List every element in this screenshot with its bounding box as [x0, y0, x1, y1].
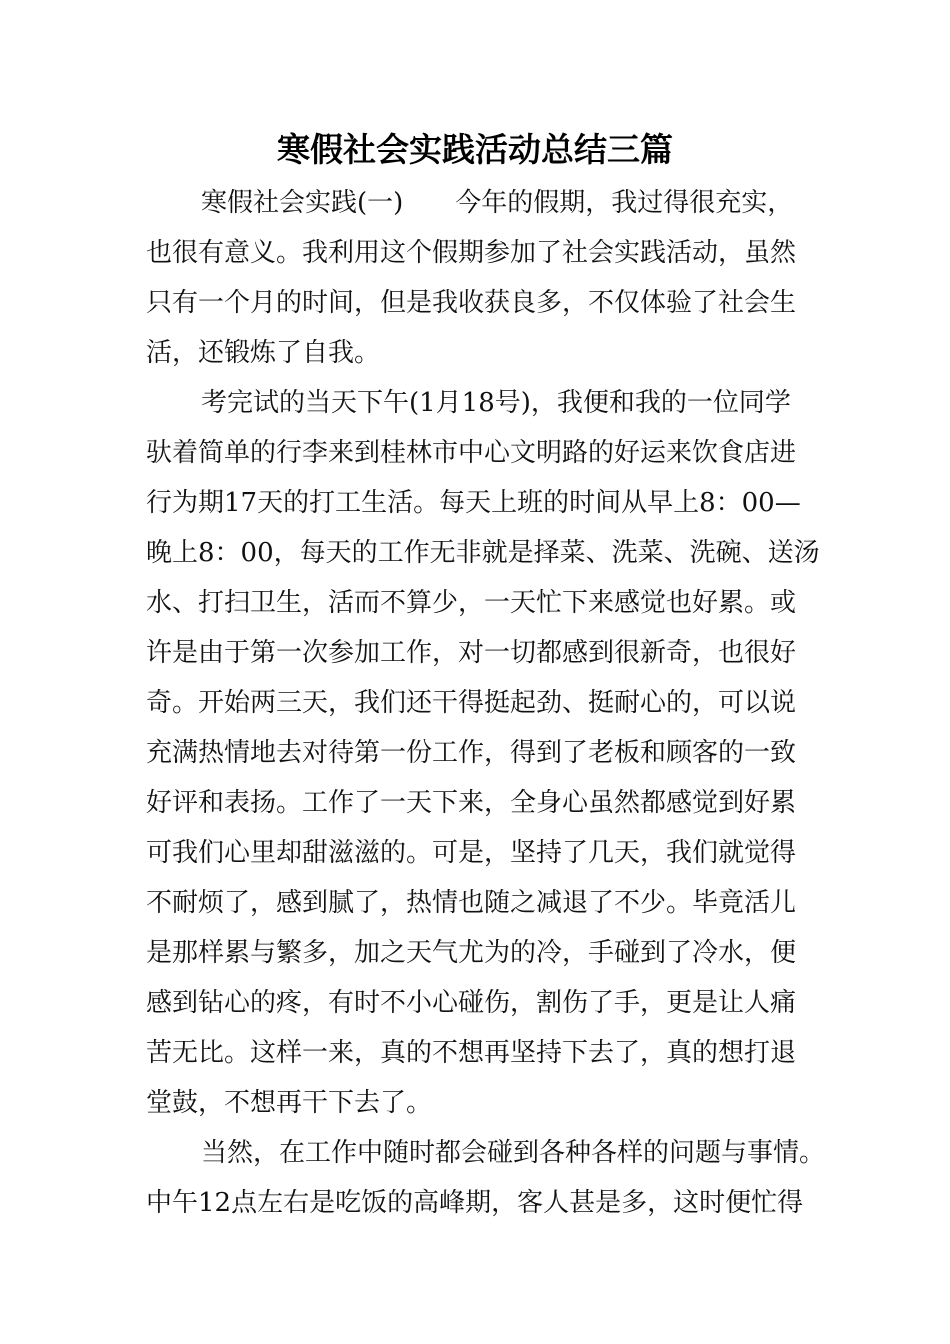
paragraph-line: 好评和表扬。工作了一天下来，全身心虽然都感觉到好累 [146, 788, 797, 818]
paragraph-line: 中午12点左右是吃饭的高峰期，客人甚是多，这时便忙得 [146, 1188, 804, 1218]
paragraph-line: 可我们心里却甜滋滋的。可是，坚持了几天，我们就觉得 [146, 838, 797, 868]
document-body [146, 178, 826, 1228]
paragraph-line: 当然，在工作中随时都会碰到各种各样的问题与事情。 [201, 1138, 826, 1168]
paragraph-line: 只有一个月的时间，但是我收获良多，不仅体验了社会生 [146, 288, 797, 318]
paragraph-line: 晚上8：00，每天的工作无非就是择菜、洗菜、洗碗、送汤 [146, 538, 820, 568]
paragraph-line: 驮着简单的行李来到桂林市中心文明路的好运来饮食店进 [146, 438, 797, 468]
paragraph-line: 苦无比。这样一来，真的不想再坚持下去了，真的想打退 [146, 1038, 797, 1068]
paragraph-line: 是那样累与繁多，加之天气尤为的冷，手碰到了冷水，便 [146, 938, 797, 968]
paragraph-line: 水、打扫卫生，活而不算少，一天忙下来感觉也好累。或 [146, 588, 797, 618]
paragraph-line: 许是由于第一次参加工作，对一切都感到很新奇，也很好 [146, 638, 797, 668]
document-title: 寒假社会实践活动总结三篇 [277, 130, 673, 169]
paragraph-line: 堂鼓，不想再干下去了。 [146, 1088, 433, 1118]
paragraph-line: 活，还锻炼了自我。 [146, 338, 381, 368]
paragraph-line: 奇。开始两三天，我们还干得挺起劲、挺耐心的，可以说 [146, 688, 797, 718]
paragraph-line: 也很有意义。我利用这个假期参加了社会实践活动，虽然 [146, 238, 797, 268]
paragraph-line: 考完试的当天下午(1月18号)，我便和我的一位同学 [201, 388, 791, 418]
paragraph-line: 不耐烦了，感到腻了，热情也随之减退了不少。毕竟活儿 [146, 888, 797, 918]
paragraph-line: 充满热情地去对待第一份工作，得到了老板和顾客的一致 [146, 738, 797, 768]
paragraph-line: 感到钻心的疼，有时不小心碰伤，割伤了手，更是让人痛 [146, 988, 797, 1018]
paragraph-line: 行为期17天的打工生活。每天上班的时间从早上8：00— [146, 488, 801, 518]
paragraph-line: 寒假社会实践(一) 今年的假期，我过得很充实， [201, 188, 794, 218]
